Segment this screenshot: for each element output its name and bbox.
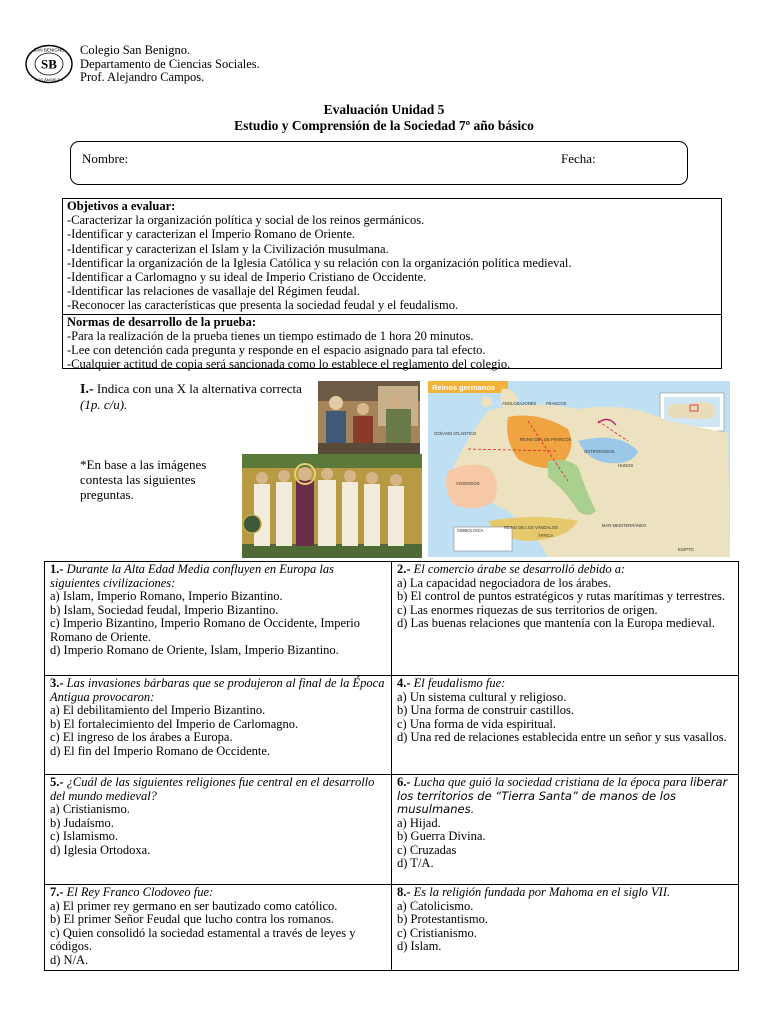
objective-item: -Identificar la organización de la Iglesia Católica y su relación con la organización política medieval. — [67, 255, 572, 270]
question-prompt: 1.- Durante la Alta Edad Media confluyen en Europa las siguientes civilizaciones: — [50, 562, 334, 590]
map-label-anglosajones: ANGLOSAJONES — [502, 401, 537, 406]
question-4 — [392, 676, 739, 775]
answer-option[interactable]: c) Islamismo. — [50, 829, 119, 843]
image-note: *En base a las imágenes contesta las siguientes preguntas. — [80, 457, 207, 502]
answer-option[interactable]: a) El primer rey germano en ser bautizado como católico. — [50, 898, 338, 913]
question-prompt: 5.- ¿Cuál de las siguientes religiones fue central en el desarrollo del mundo medieval? — [50, 775, 375, 803]
school-header — [80, 44, 260, 85]
answer-option[interactable]: b) Una forma de construir castillos. — [397, 703, 575, 717]
map-label-vandalos: REINO DE LOS VÁNDALOS — [504, 525, 558, 530]
objective-item: -Caracterizar la organización política y social de los reinos germánicos. — [67, 213, 425, 228]
question-7 — [45, 885, 392, 971]
map-label-ocean: OCÉANO ATLÁNTICO — [434, 431, 477, 436]
date-label: Fecha: — [561, 151, 596, 166]
norm-item: -Para la realización de la prueba tienes un tiempo estimado de 1 hora 20 minutos. — [67, 328, 474, 343]
map-label-francos: FRANCOS — [546, 401, 567, 406]
objectives-box — [62, 198, 722, 372]
student-info-box[interactable] — [70, 141, 688, 185]
answer-option[interactable]: d) N/A. — [50, 952, 89, 967]
answer-option[interactable]: a) Un sistema cultural y religioso. — [397, 689, 567, 704]
teacher-name: Prof. Alejandro Campos. — [80, 70, 205, 84]
answer-option[interactable]: c) Las enormes riquezas de sus territorios de origen. — [397, 602, 658, 617]
norm-item: -Lee con detención cada pregunta y responde en el espacio asignado para tal efecto. — [67, 343, 486, 358]
exam-title-line1: Evaluación Unidad 5 — [323, 102, 445, 117]
school-logo — [24, 44, 74, 84]
answer-option[interactable]: a) Catolicismo. — [397, 898, 474, 913]
answer-option[interactable]: b) El primer Señor Feudal que lucho contra los romanos. — [50, 912, 334, 926]
answer-option[interactable]: d) Una red de relaciones establecida entre un señor y sus vasallos. — [397, 730, 727, 744]
question-prompt: 4.- El feudalismo fue: — [397, 676, 506, 690]
map-label-africa: ÁFRICA — [538, 533, 554, 538]
objective-item: -Identificar y caracterizan el Imperio Romano de Oriente. — [67, 227, 356, 242]
map-label-hunos: HUNOS — [618, 463, 634, 468]
question-5 — [45, 775, 392, 885]
map-label-egipto: EGIPTO — [678, 547, 694, 552]
exam-title-line2: Estudio y Comprensión de la Sociedad 7º año básico — [234, 118, 534, 133]
answer-option[interactable]: b) El control de puntos estratégicos y rutas marítimas y terrestres. — [397, 589, 726, 603]
answer-option[interactable]: a) Islam, Imperio Romano, Imperio Bizantino. — [50, 589, 283, 603]
section-instruction — [80, 381, 308, 412]
question-8 — [392, 885, 739, 971]
answer-option[interactable]: b) Islam, Sociedad feudal, Imperio Bizantino. — [50, 602, 279, 617]
logo-initials: SB — [41, 56, 57, 72]
question-prompt: 8.- Es la religión fundada por Mahoma en el siglo VII. — [397, 885, 671, 899]
answer-option[interactable]: b) Protestantismo. — [397, 912, 488, 926]
map-label-reino-francos: REINO DE LOS FRANCOS — [520, 437, 572, 442]
answer-option[interactable]: d) El fin del Imperio Romano de Occidente. — [50, 743, 271, 758]
norm-item: -Cualquier actitud de copia será sancionada como lo establece el reglamento del colegio. — [67, 357, 511, 372]
department-name: Departamento de Ciencias Sociales. — [80, 56, 260, 71]
section-number: I.- — [80, 382, 94, 397]
answer-option[interactable]: d) Islam. — [397, 939, 442, 953]
answer-option[interactable]: c) Una forma de vida espiritual. — [397, 716, 556, 731]
answer-option[interactable]: d) T/A. — [397, 856, 434, 870]
objectives-section — [63, 199, 721, 314]
questions-grid — [44, 561, 739, 971]
answer-option[interactable]: d) Iglesia Ortodoxa. — [50, 842, 151, 857]
map-label-mediterraneo: MAR MEDITERRÁNEO — [602, 523, 647, 528]
question-prompt: 3.- Las invasiones bárbaras que se produjeron al final de la Época Antigua provocaron: — [50, 676, 385, 704]
norms-heading: Normas de desarrollo de la prueba: — [67, 314, 256, 329]
objective-item: -Identificar a Carlomagno y su ideal de Imperio Cristiano de Occidente. — [67, 270, 427, 285]
question-1 — [45, 562, 392, 676]
question-6 — [392, 775, 739, 885]
question-prompt: 6.- Lucha que guió la sociedad cristiana de la época para liberar los territorios de “Tierra Santa” de manos de los musulmanes. — [397, 775, 728, 816]
objective-item: -Identificar las relaciones de vasallaje del Régimen feudal. — [67, 284, 360, 299]
map-title: Reinos germanos — [432, 383, 495, 392]
answer-option[interactable]: a) Hijad. — [397, 815, 441, 830]
question-2 — [392, 562, 739, 676]
question-prompt-handwritten: liberar los territorios de “Tierra Santa” de manos de los musulmanes. — [397, 775, 728, 816]
map-label-ostrogodos: OSTROGODOS — [584, 449, 615, 454]
answer-option[interactable]: c) Cristianismo. — [397, 925, 477, 940]
logo-text-top: SAN BENIGNO — [33, 47, 65, 53]
answer-option[interactable]: d) Las buenas relaciones que mantenía con la Europa medieval. — [397, 616, 715, 630]
byzantine-mosaic-image — [242, 454, 422, 558]
answer-option[interactable]: b) Guerra Divina. — [397, 829, 486, 843]
map-label-legend: SIMBOLOGÍA — [457, 528, 484, 533]
question-3 — [45, 676, 392, 775]
answer-option[interactable]: c) Quien consolidó la sociedad estamental a través de leyes y códigos. — [50, 925, 356, 953]
school-name: Colegio San Benigno. — [80, 43, 191, 57]
objectives-heading: Objetivos a evaluar: — [67, 199, 176, 213]
objective-item: -Identificar y caracterizan el Islam y la Civilización musulmana. — [67, 241, 389, 256]
objective-item: -Reconocer las características que presenta la sociedad feudal y el feudalismo. — [67, 298, 459, 313]
answer-option[interactable]: c) Cruzadas — [397, 842, 457, 857]
medieval-painting-image — [318, 381, 420, 456]
answer-option[interactable]: a) La capacidad negociadora de los árabes. — [397, 575, 612, 590]
answer-option[interactable]: a) Cristianismo. — [50, 802, 130, 816]
germanic-kingdoms-map — [428, 381, 730, 557]
question-prompt: 7.- El Rey Franco Clodoveo fue: — [50, 885, 214, 899]
answer-option[interactable]: d) Imperio Romano de Oriente, Islam, Imperio Bizantino. — [50, 643, 339, 657]
answer-option[interactable]: b) Judaísmo. — [50, 815, 114, 830]
name-label: Nombre: — [82, 151, 129, 166]
points-note: (1p. c/u). — [80, 397, 128, 412]
question-prompt: 2.- El comercio árabe se desarrolló debido a: — [397, 562, 626, 576]
instruction-text: Indica con una X la alternativa correcta — [93, 381, 302, 396]
exam-title — [0, 102, 768, 134]
answer-option[interactable]: b) El fortalecimiento del Imperio de Carlomagno. — [50, 716, 299, 731]
logo-text-bottom: LOS ÁNGELES — [34, 77, 64, 82]
answer-option[interactable]: c) Imperio Bizantino, Imperio Romano de Occidente, Imperio Romano de Oriente. — [50, 616, 360, 644]
norms-section — [63, 314, 721, 372]
answer-option[interactable]: c) El ingreso de los árabes a Europa. — [50, 730, 233, 744]
map-label-visigodos: VISIGODOS — [456, 481, 480, 486]
answer-option[interactable]: a) El debilitamiento del Imperio Bizantino. — [50, 703, 266, 717]
